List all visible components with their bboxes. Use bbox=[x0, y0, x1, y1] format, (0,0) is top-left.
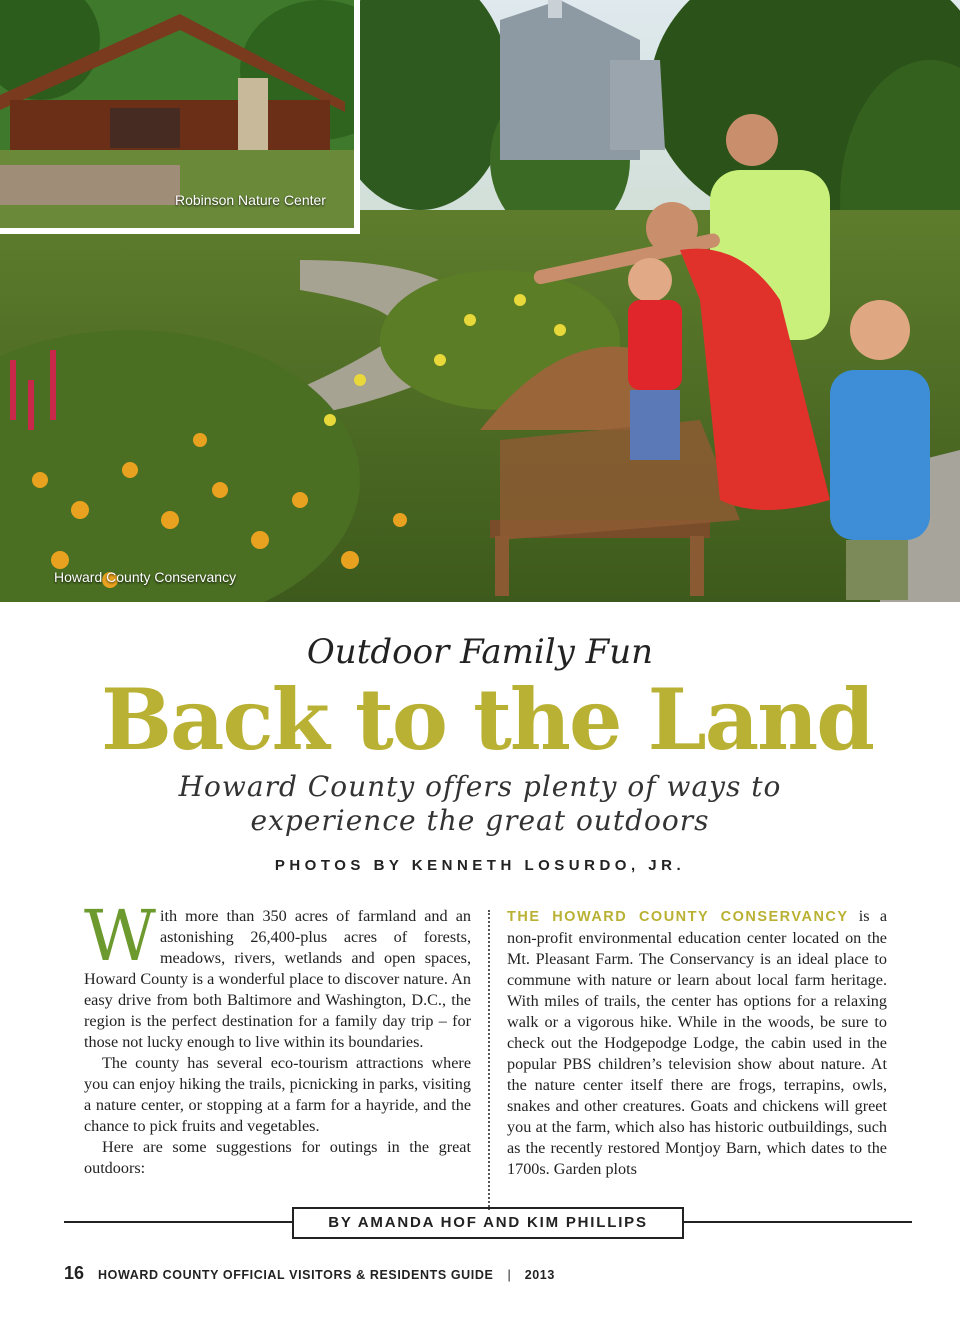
inset-photo bbox=[0, 0, 360, 234]
paragraph-conservancy bbox=[507, 906, 887, 1180]
column-divider bbox=[488, 910, 490, 1210]
page-title: Back to the Land bbox=[101, 670, 873, 769]
byline-rule-left bbox=[64, 1221, 292, 1223]
paragraph-1-text: ith more than 350 acres of farmland and an astonishing 26,400-plus acres of forests, meadows, rivers, wetlands and open spaces, Howard County is a wonderful place to discover nature. An easy drive from both Baltimore and Washington, D.C., the region is the perfect destination for a family day trip – for those not lucky enough to live within its boundaries. bbox=[84, 907, 471, 1051]
paragraph-3: Here are some suggestions for outings in the great outdoors: bbox=[84, 1138, 471, 1177]
inset-photo-caption: Robinson Nature Center bbox=[175, 192, 326, 208]
page-footer bbox=[64, 1263, 555, 1284]
paragraph-2: The county has several eco-tourism attractions where you can enjoy hiking the trails, picnicking in parks, visiting a nature center, or stopping at a farm for a hayride, and the chance to pick fruits and vegetables. bbox=[84, 1054, 471, 1135]
publication-year: 2013 bbox=[524, 1268, 555, 1282]
publication-name: HOWARD COUNTY OFFICIAL VISITORS & RESIDENTS GUIDE bbox=[98, 1268, 494, 1282]
paragraph-conservancy-text: is a non-profit environmental education center located on the Mt. Pleasant Farm. The Conservancy is an ideal place to commune with nature or learn about local farm heritage. With miles of trails, the center has options for a relaxing walk or a vigorous hike. While in the woods, be sure to check out the Hodgepodge Lodge, the cabin used in the popular PBS children’s television show about nature. At the nature center itself there are frogs, terrapins, owls, snakes and other creatures. Goats and chickens will greet you at the farm, which also has historic outbuildings, such as the recently restored Montjoy Barn, which dates to the 1700s. Garden plots bbox=[507, 907, 887, 1178]
article-column-left bbox=[84, 895, 471, 1179]
paragraph-1 bbox=[84, 895, 471, 1053]
lead-in: THE HOWARD COUNTY CONSERVANCY bbox=[507, 909, 849, 925]
page-number: 16 bbox=[64, 1263, 85, 1283]
subheadline-line-2: experience the great outdoors bbox=[250, 804, 710, 837]
footer-separator: | bbox=[507, 1268, 511, 1282]
subheadline-line-1: Howard County offers plenty of ways to bbox=[178, 770, 782, 803]
hero-photo bbox=[0, 0, 960, 602]
photo-credit: PHOTOS BY KENNETH LOSURDO, JR. bbox=[274, 857, 686, 874]
kicker: Outdoor Family Fun bbox=[306, 632, 654, 672]
article-column-right bbox=[507, 906, 887, 1180]
drop-cap: W bbox=[84, 895, 156, 977]
subheadline bbox=[0, 770, 960, 838]
byline-rule-right bbox=[684, 1221, 912, 1223]
byline: BY AMANDA HOF AND KIM PHILLIPS bbox=[292, 1207, 684, 1239]
main-photo-caption: Howard County Conservancy bbox=[54, 569, 237, 585]
